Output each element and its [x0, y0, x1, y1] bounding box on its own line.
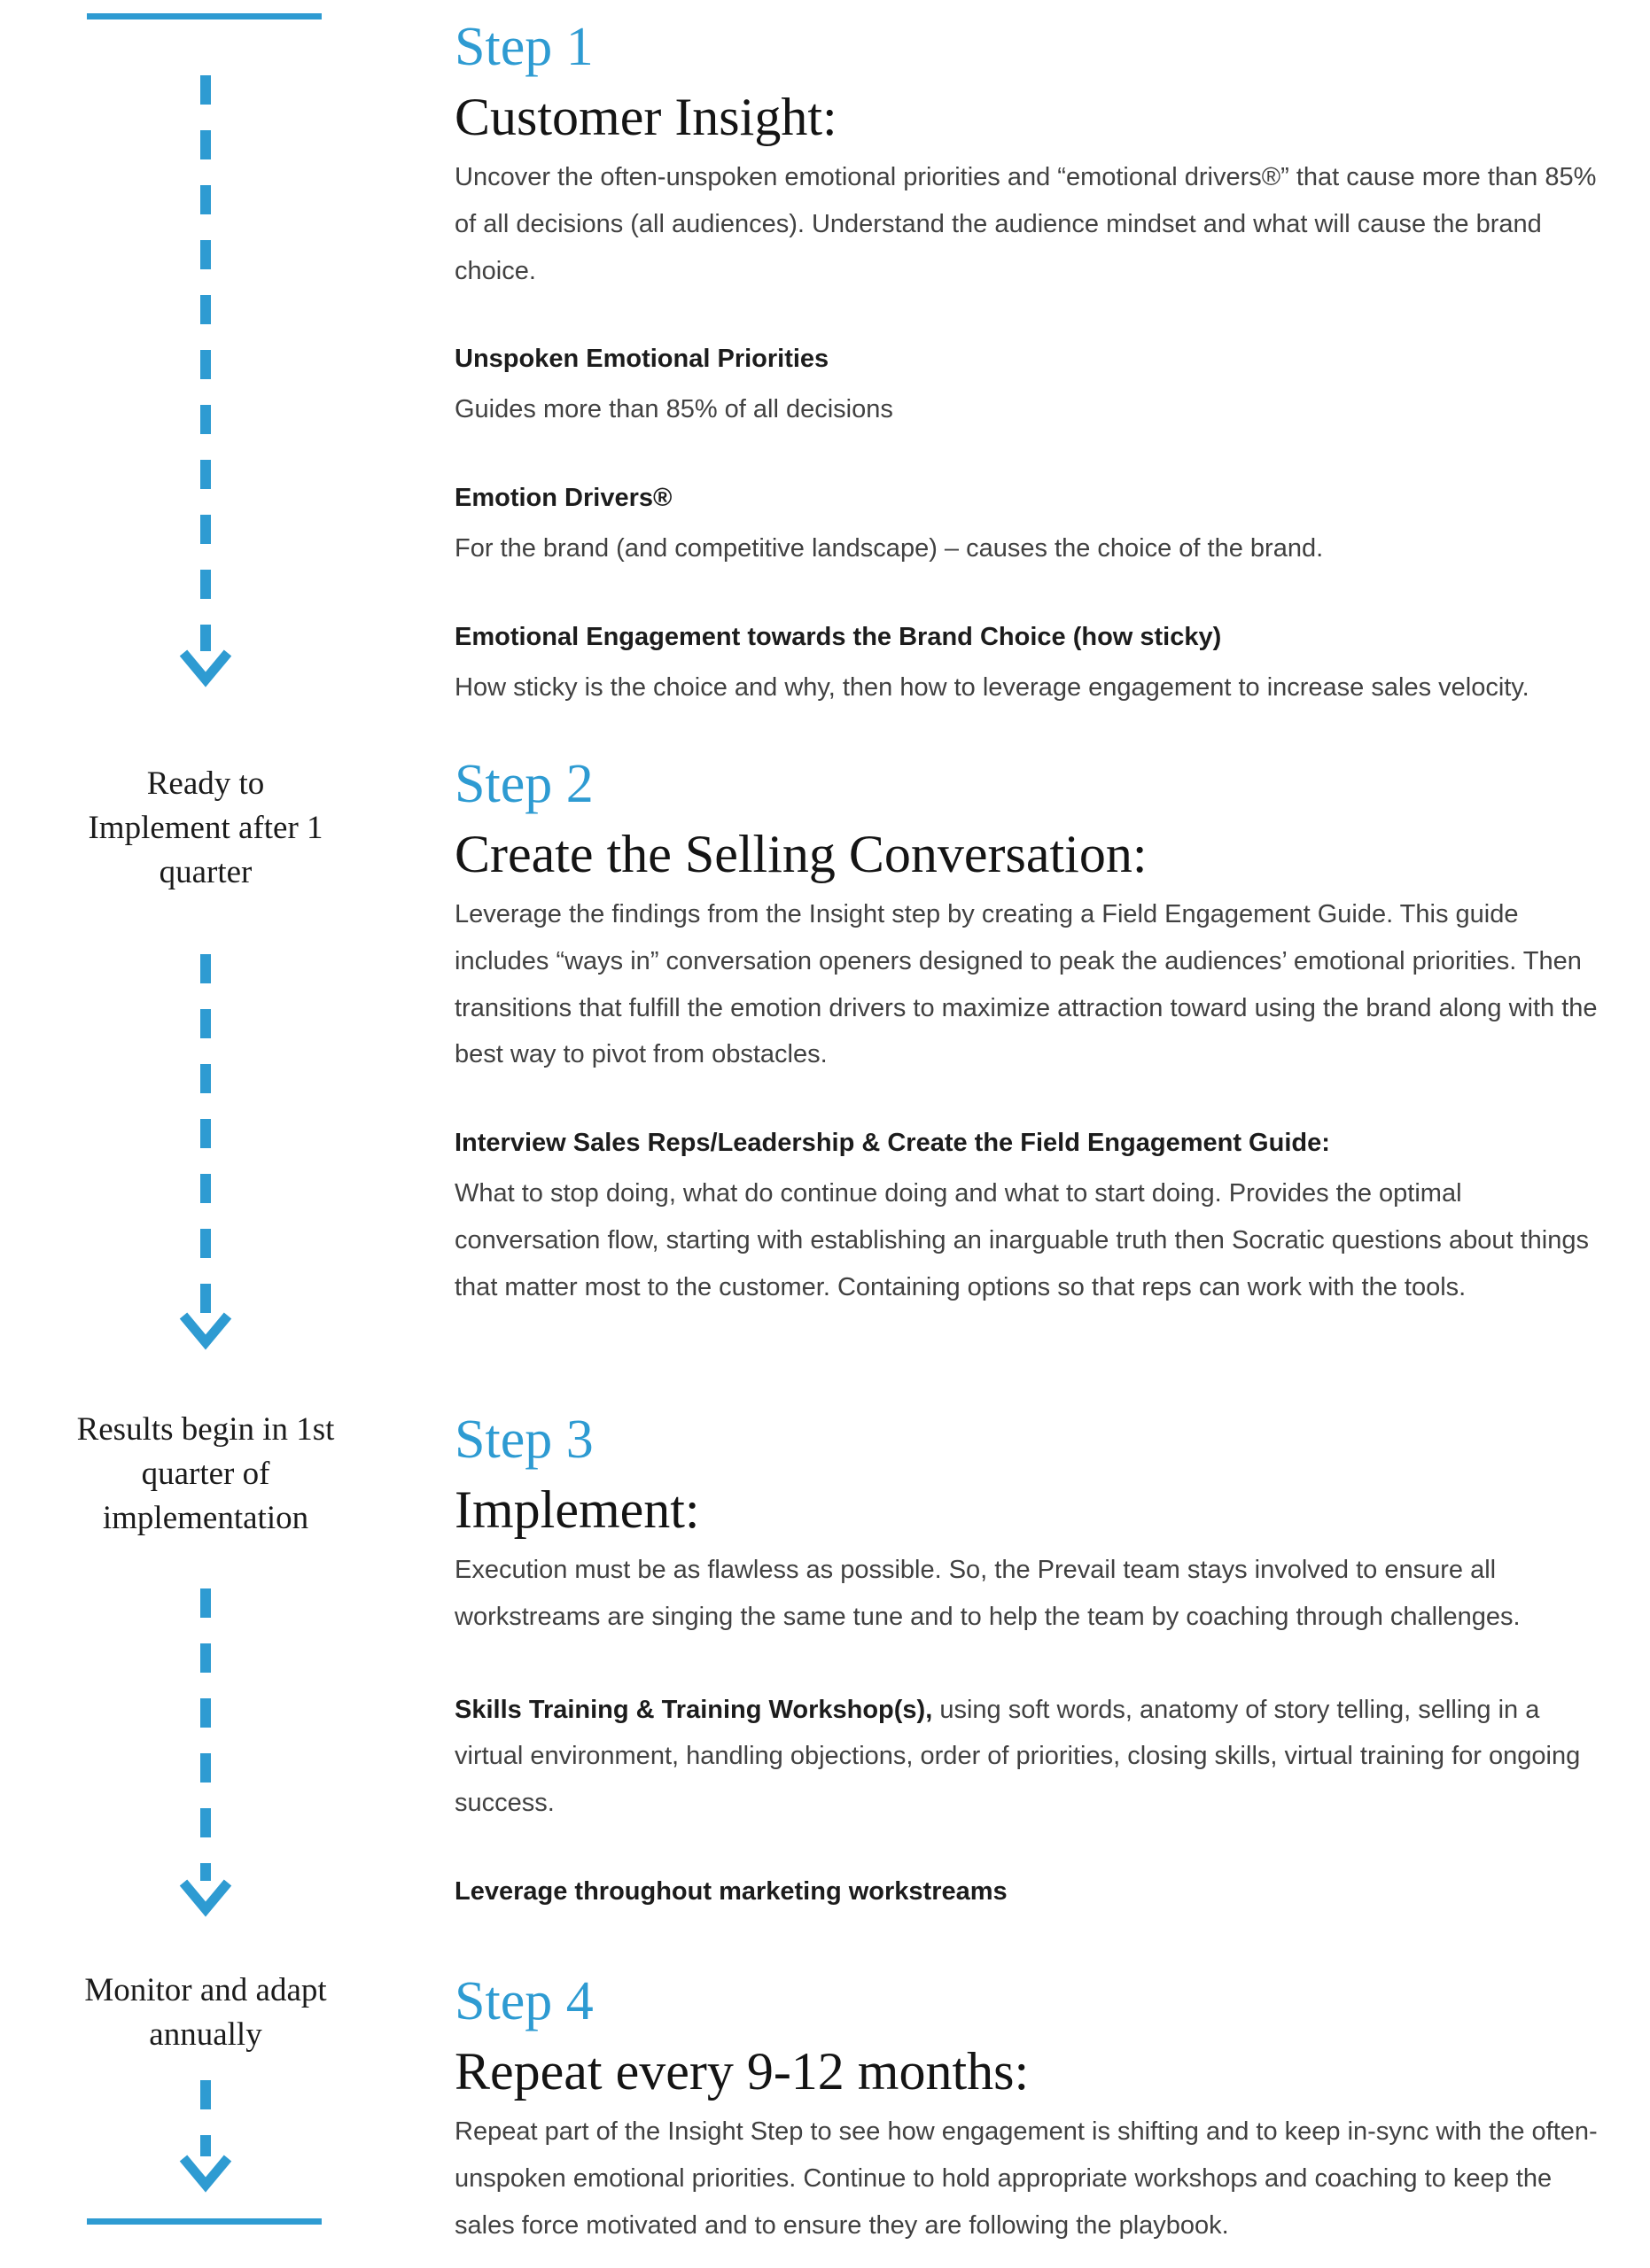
caption-line: Monitor and adapt	[84, 1972, 327, 2008]
caption-line: quarter of	[141, 1456, 270, 1492]
arrow-down-icon	[179, 1877, 232, 1918]
step-3-section	[455, 1409, 1599, 1910]
step-intro: Repeat part of the Insight Step to see how engagement is shifting and to keep in-sync with the often-unspoken emotional priorities. Continue to hold appropriate workshops and coaching to keep the sales force motivated and to ensure they are following the playbook.	[455, 2117, 1598, 2240]
dashed-line	[200, 1588, 211, 1881]
step-intro: Leverage the findings from the Insight step by creating a Field Engagement Guide. This guide includes “ways in” conversation openers designed to peak the audiences’ emotional priorities. Then transitions that fulfill the emotion drivers to maximize attraction toward using the brand along with the best way to pivot from obstacles.	[455, 900, 1598, 1069]
step-label: Step 1	[455, 17, 594, 77]
step-4-section	[455, 1970, 1599, 2249]
item-body: What to stop doing, what do continue doing and what to start doing. Provides the optimal conversation flow, starting with establishing an inarguable truth then Socratic questions about things that matter most to the customer. Containing options so that reps can work with the tools.	[455, 1179, 1589, 1301]
step-title: Create the Selling Conversation:	[455, 825, 1148, 884]
step-label: Step 3	[455, 1410, 594, 1470]
item-heading-inline: Skills Training & Training Workshop(s),	[455, 1695, 933, 1724]
step-intro: Execution must be as flawless as possible. So, the Prevail team stays involved to ensure all workstreams are singing the same tune and to help the team by coaching through challenges.	[455, 1556, 1521, 1631]
step-label: Step 2	[455, 754, 594, 814]
step-label: Step 4	[455, 1971, 594, 2031]
timeline-start-line	[87, 13, 322, 19]
item-heading: Leverage throughout marketing workstreams	[455, 1876, 1008, 1906]
timeline-end-line	[87, 2218, 322, 2225]
step-subsection	[455, 479, 1599, 572]
caption-line: Ready to	[146, 765, 265, 802]
timeline-connector-3	[179, 1588, 232, 1918]
step-2-section	[455, 753, 1599, 1311]
item-heading: Interview Sales Reps/Leadership & Create the Field Engagement Guide:	[455, 1129, 1330, 1158]
caption-line: implementation	[102, 1500, 309, 1536]
arrow-down-icon	[179, 2153, 232, 2194]
item-body-inline: using soft words, anatomy of story telling, selling in a virtual environment, handling objections, order of priorities, closing skills, virtual training for ongoing success.	[455, 1695, 1581, 1818]
timeline-caption	[28, 1969, 383, 2057]
step-subsection	[455, 1687, 1599, 1827]
step-subsection	[455, 1873, 1599, 1910]
caption-line: Results begin in 1st	[76, 1411, 335, 1448]
dashed-line	[200, 954, 211, 1314]
item-heading: Unspoken Emotional Priorities	[455, 345, 829, 374]
item-heading: Emotional Engagement towards the Brand Choice (how sticky)	[455, 623, 1222, 652]
caption-line: Implement after 1	[88, 810, 323, 846]
item-body: Guides more than 85% of all decisions	[455, 395, 893, 424]
step-title: Repeat every 9-12 months:	[455, 2042, 1030, 2101]
item-body: For the brand (and competitive landscape) – causes the choice of the brand.	[455, 534, 1324, 563]
step-intro: Uncover the often-unspoken emotional priorities and “emotional drivers®” that cause more than 85% of all decisions (all audiences). Understand the audience mindset and what will cause the brand choice.	[455, 163, 1597, 285]
step-title: Implement:	[455, 1480, 700, 1540]
timeline-connector-2	[179, 954, 232, 1351]
item-body: How sticky is the choice and why, then how to leverage engagement to increase sales velocity.	[455, 673, 1529, 703]
arrow-down-icon	[179, 648, 232, 688]
dashed-line	[200, 2080, 211, 2156]
timeline-connector-4	[179, 2080, 232, 2194]
step-title: Customer Insight:	[455, 88, 837, 147]
caption-line: quarter	[159, 854, 253, 890]
timeline-connector-1	[179, 75, 232, 688]
step-1-section	[455, 16, 1599, 711]
step-subsection	[455, 618, 1599, 711]
item-heading: Emotion Drivers®	[455, 484, 673, 513]
step-subsection	[455, 340, 1599, 433]
step-subsection	[455, 1124, 1599, 1310]
item-body	[455, 1687, 1599, 1827]
timeline-caption	[28, 1408, 383, 1541]
timeline-caption	[28, 762, 383, 895]
dashed-line	[200, 75, 211, 651]
arrow-down-icon	[179, 1310, 232, 1351]
caption-line: annually	[149, 2016, 262, 2053]
